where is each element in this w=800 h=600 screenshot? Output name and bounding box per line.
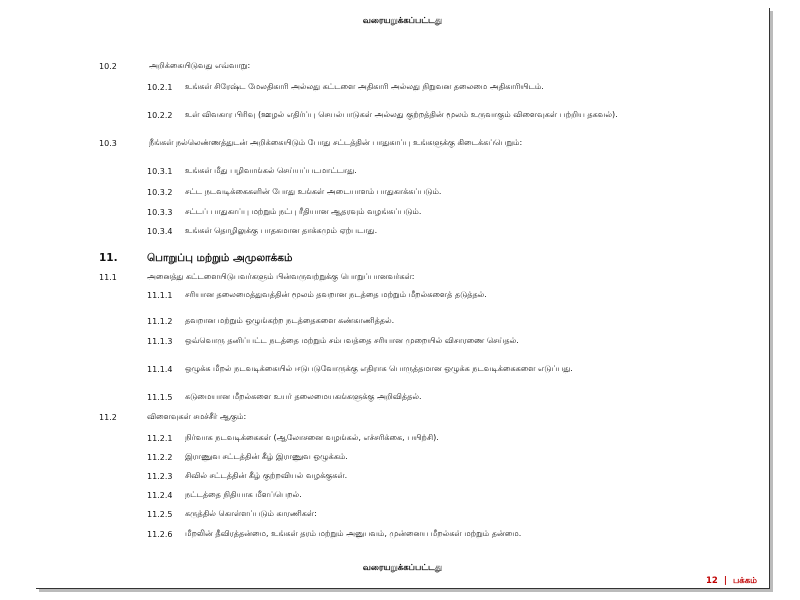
section-text: ஒவ்வொரு தனிப்பட்ட நடத்தை மற்றும் சம்பவத்தை சரியான முறையில் விசாரணை செய்தல். [185, 336, 519, 345]
section-number: 10.3.4 [147, 227, 173, 236]
section-text: நிர்வாக நடவடிக்கைகள் (ஆலோசனை வழங்கல், எச்சரிக்கை, பயிற்சி). [185, 433, 439, 442]
section-number: 10.2.1 [147, 83, 173, 92]
section-number: 11.2 [99, 413, 117, 422]
section-text: நீங்கள் நல்லெண்ணத்துடன் அறிக்கையிடும் போது சட்டத்தின் பாதுகாப்பு உங்களுக்கு கிடைக்கப்பெறும்: [149, 138, 523, 147]
section-number: 11.2.2 [147, 453, 173, 462]
section-number: 11.1.3 [147, 337, 173, 346]
section-number: 11.1.4 [147, 365, 173, 374]
section-text: சரியான தலைமைத்துவத்தின் மூலம் தவறான நடத்தை மற்றும் மீறல்களைத் தடுத்தல். [185, 290, 487, 299]
section-text: நட்டத்தை நிதியாக மீளப்பெறல். [185, 490, 302, 499]
section-text: கடுமையான மீறல்களை உயர் தலைமையகங்களுக்கு அறிவித்தல். [185, 392, 422, 401]
section-number: 11.1.2 [147, 317, 173, 326]
section-number: 11.2.3 [147, 472, 173, 481]
section-text: உள் விவகார பிரிவு (ஊழல் எதிர்ப்பு செயல்பாடுகள் அல்லது குற்றத்தின் மூலம் உருவாகும் விளைவுகள் பற்றிய தகவல்). [185, 110, 618, 119]
section-text: உங்கள் மீது பழிவாங்கல் செய்யப்படமாட்டாது. [185, 166, 357, 175]
section-text: சட்டப் பாதுகாப்பு மற்றும் நட்பு ரீதியான ஆதரவும் வழங்கப்படும். [185, 207, 422, 216]
section-text: உங்கள் சிரேஷ்ட மேலதிகாரி அல்லது கட்டளை அதிகாரி அல்லது நிறுவன தலைமை அதிகாரியிடம். [185, 82, 544, 91]
page-header: வரையறுக்கப்பட்டது [362, 16, 443, 26]
section-text: கருத்தில் கொள்ளப்படும் காரணிகள்: [185, 509, 317, 518]
section-number: 10.3.3 [147, 208, 173, 217]
section-text: சட்ட நடவடிக்கைகளின் போது உங்கள் அடையாளம் பாதுகாக்கப்படும். [185, 187, 442, 196]
section-number: 10.3.2 [147, 188, 173, 197]
section-text: இராணுவ சட்டத்தின் கீழ் இராணுவ ஒழுக்கம். [185, 452, 348, 461]
section-text: மீறலின் தீவிரத்தன்மை, உங்கள் தரம் மற்றும் அனுபவம், முன்னைய மீறல்கள் மற்றும் தன்மை. [185, 529, 522, 538]
section-text: அனைத்து கட்டளையிடுபவர்களும் பின்வருவற்றுக்கு பொறுப்பானவர்கள்: [147, 272, 415, 281]
section-number: 11.2.1 [147, 434, 173, 443]
section-text: சிவில் சட்டத்தின் கீழ் குற்றவியல் வழக்குகள். [185, 471, 348, 480]
page-footer: வரையறுக்கப்பட்டது [362, 563, 443, 573]
section-text: ஒழுக்க மீறல் நடவடிக்கையில் ஈடுபடுவோருக்கு எதிராக பொருத்தமான ஒழுக்க நடவடிக்கைகளை எடுப்பது. [185, 364, 573, 373]
section-number: 11.1 [99, 273, 117, 282]
section-number: 11.2.6 [147, 530, 173, 539]
section-heading-number: 11. [99, 252, 118, 264]
page-number: 12 | பக்கம் [706, 576, 757, 586]
section-text: அறிக்கையிடுவது எவ்வாறு: [149, 61, 251, 70]
section-number: 11.2.4 [147, 491, 173, 500]
section-text: தவறான மற்றும் ஒழுங்கற்ற நடத்தைகளை கண்காணித்தல். [185, 316, 395, 325]
section-number: 11.1.1 [147, 291, 173, 300]
section-text: உங்கள் தொழிலுக்கு பாதகமான தாக்கமும் ஏற்படாது. [185, 226, 378, 235]
section-heading: பொறுப்பு மற்றும் அமுலாக்கம் [147, 252, 293, 264]
section-number: 10.2 [99, 62, 117, 71]
section-number: 10.3.1 [147, 167, 173, 176]
section-text: விளைவுகள் சமச்சீர் ஆகும்: [147, 412, 247, 421]
section-number: 10.2.2 [147, 111, 173, 120]
section-number: 11.1.5 [147, 393, 173, 402]
section-number: 10.3 [99, 139, 117, 148]
section-number: 11.2.5 [147, 510, 173, 519]
document-page [36, 8, 770, 589]
